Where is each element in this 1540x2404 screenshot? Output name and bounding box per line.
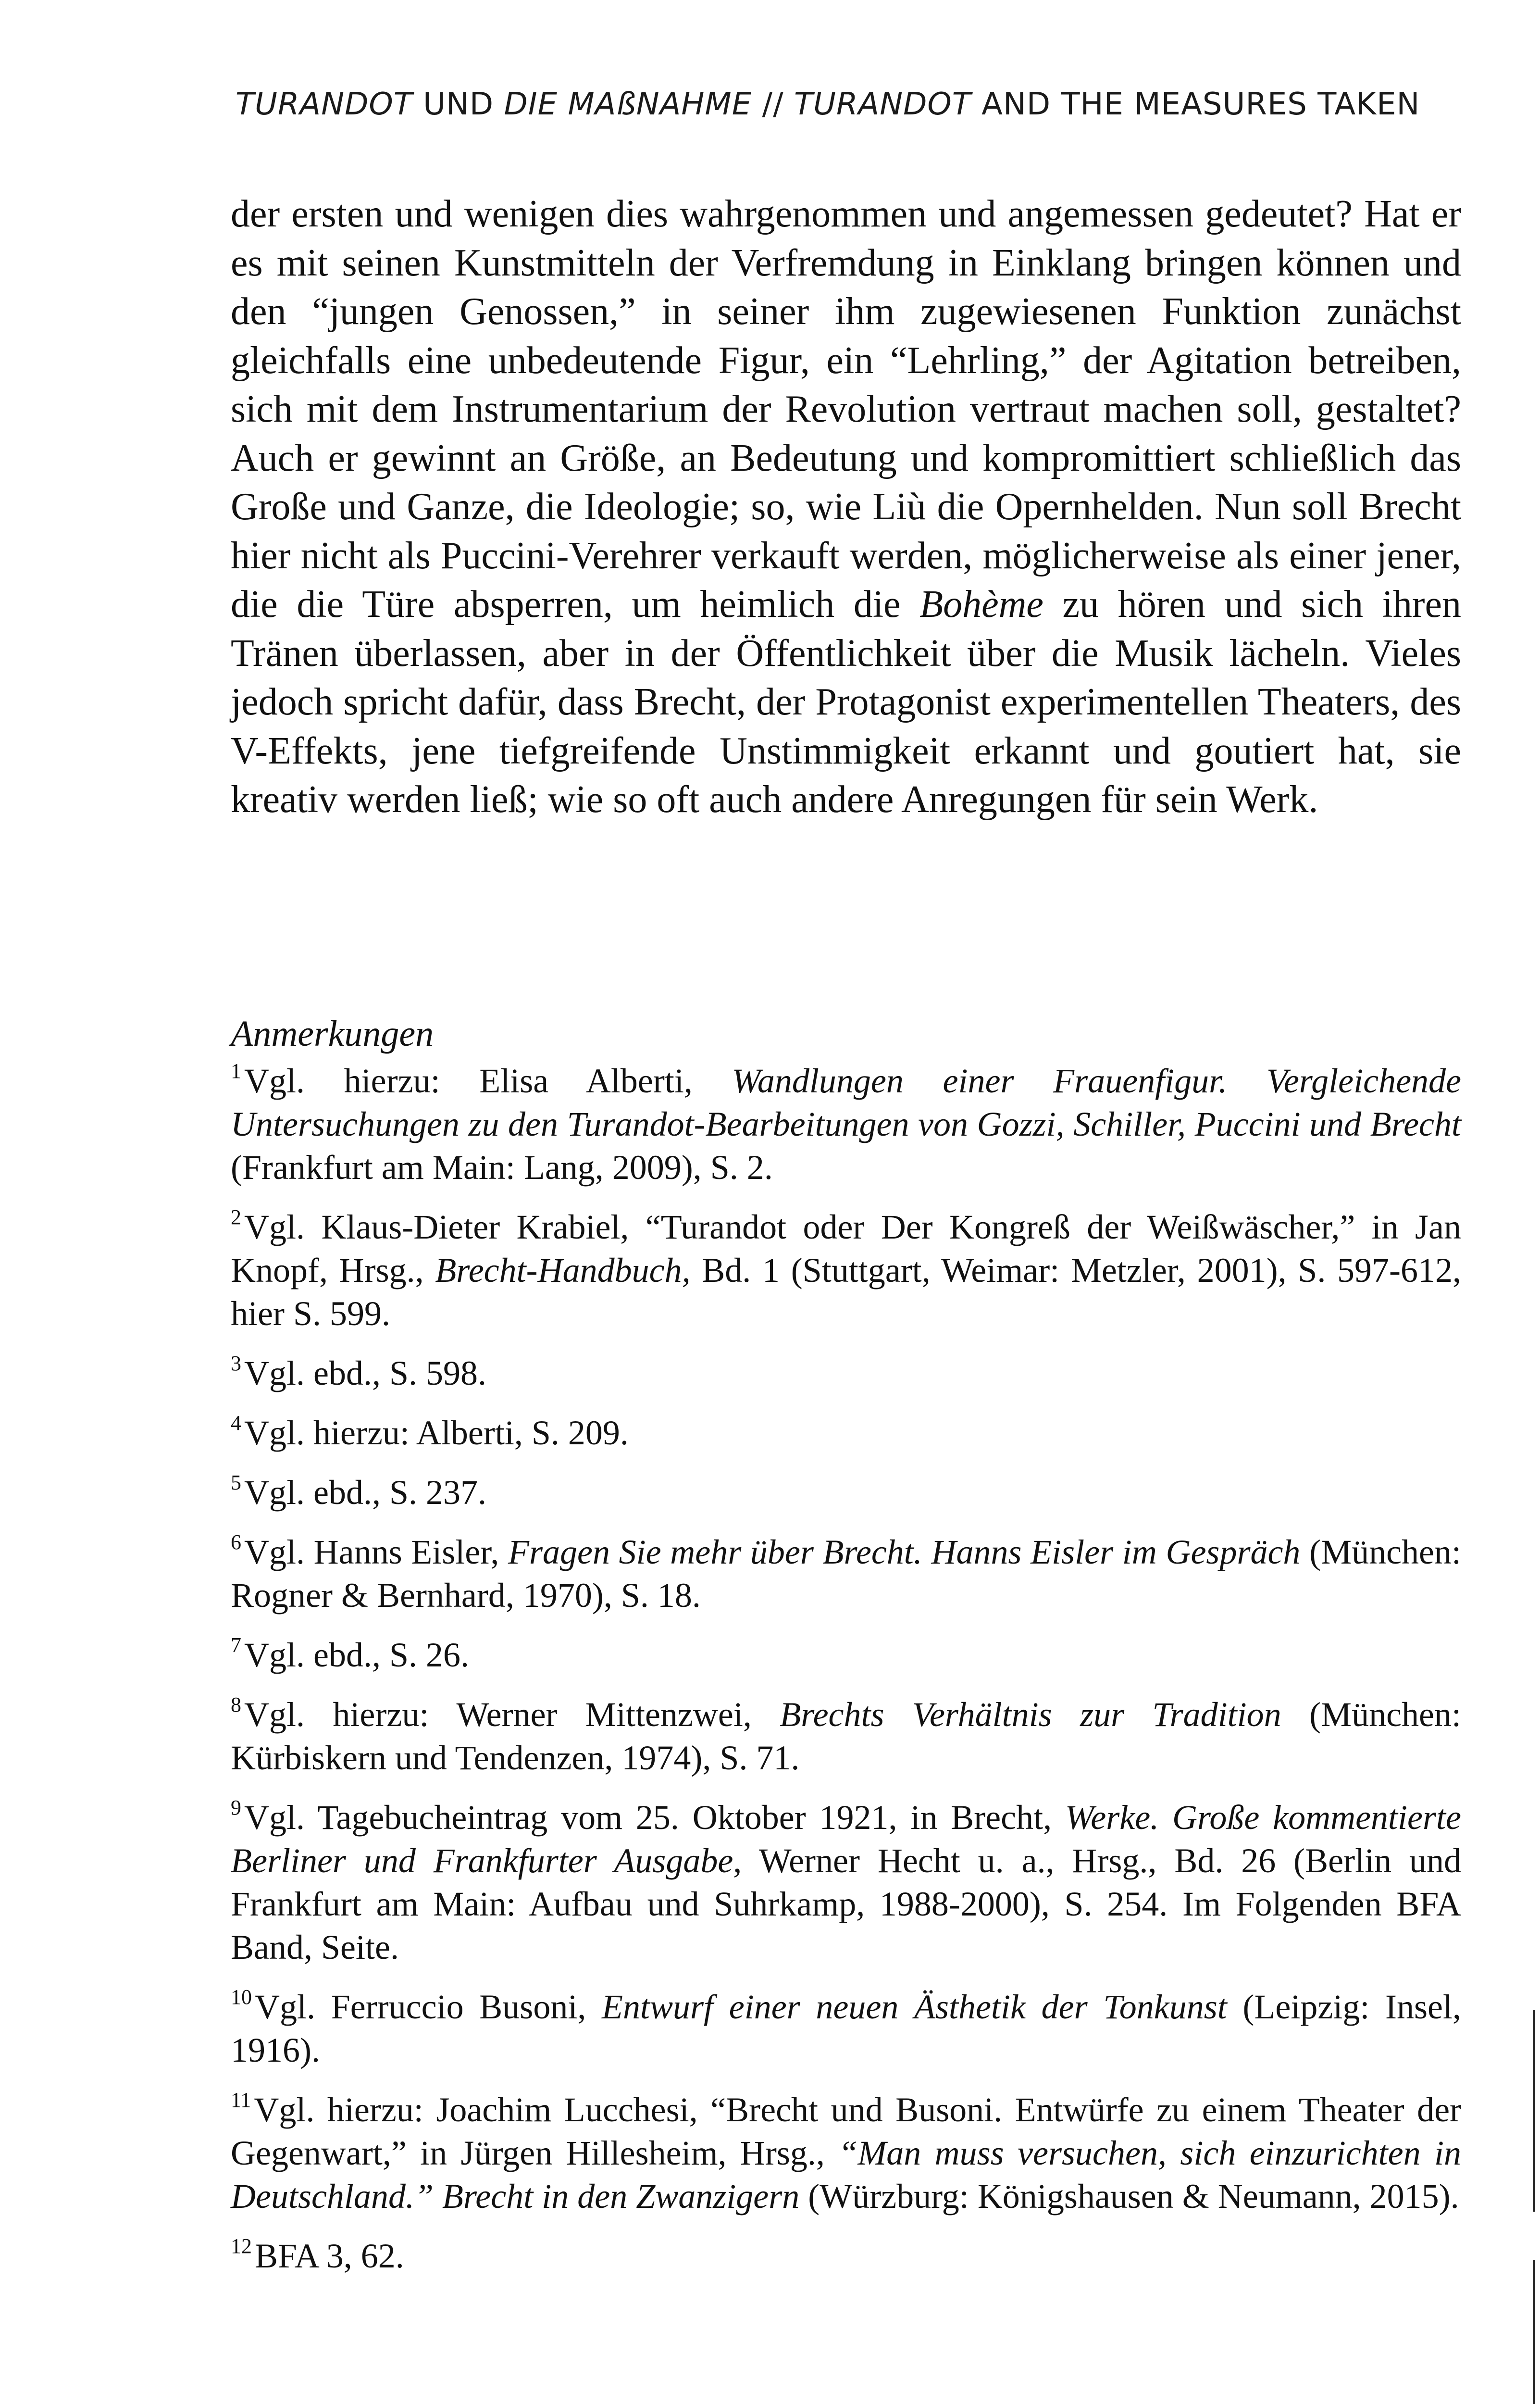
notes-title: Anmerkungen (231, 1014, 434, 1054)
note-4 (231, 1411, 1461, 1454)
note-10 (231, 1985, 1461, 2072)
note-text: Vgl. Tagebucheintrag vom 25. Oktober 1921, in Brecht, (244, 1798, 1065, 1837)
note-text-after: (Frankfurt am Main: Lang, 2009), S. 2. (231, 1148, 773, 1187)
page-edge-line (1533, 2260, 1535, 2404)
note-number: 1 (231, 1059, 241, 1083)
note-italic: Brechts Verhältnis zur Tradition (780, 1695, 1281, 1734)
note-italic: “Man muss versuchen, sich einzurichten in Deutschland.” Brecht in den Zwanzigern (231, 2134, 1461, 2216)
note-7 (231, 1633, 1461, 1677)
note-text-after: Bd. 1 (Stuttgart, Weimar: Metzler, 2001), S. 597-612, hier S. 599. (231, 1251, 1462, 1333)
note-text-after: (Leipzig: Insel, 1916). (231, 1988, 1461, 2069)
body-text-part-2: zu hören und sich ihren Tränen überlassen, aber in der Öffentlichkeit über die Musik lächeln. Vieles jedoch spricht dafür, dass Brecht, der Protagonist experimentellen Theaters, des V-Effekts, jene tiefgreifende Unstimmigkeit erkannt und goutiert hat, sie kreativ werden ließ; wie so oft auch andere Anregungen für sein Werk. (231, 583, 1461, 821)
note-italic: Entwurf einer neuen Ästhetik der Tonkunst (602, 1988, 1227, 2026)
note-text: Vgl. hierzu: Elisa Alberti, (244, 1062, 732, 1100)
header-und: UND (412, 87, 504, 122)
note-text: Vgl. ebd., S. 237. (244, 1473, 486, 1512)
note-number: 11 (231, 2088, 251, 2112)
note-number: 12 (231, 2234, 252, 2258)
note-8 (231, 1693, 1461, 1779)
note-italic: Fragen Sie mehr über Brecht. Hanns Eisler im Gespräch (508, 1533, 1301, 1571)
body-text (231, 190, 1461, 825)
header-turandot-1: TURANDOT (236, 87, 413, 122)
note-12 (231, 2234, 1461, 2278)
header-turandot-2: TURANDOT (794, 87, 971, 122)
header-separator: // (752, 87, 794, 122)
note-text: Vgl. hierzu: Werner Mittenzwei, (244, 1695, 780, 1734)
page-edge-line (1533, 2010, 1535, 2212)
note-text: BFA 3, 62. (255, 2237, 404, 2275)
note-11 (231, 2088, 1461, 2218)
note-number: 6 (231, 1530, 241, 1554)
note-text-after: (Würzburg: Königshausen & Neumann, 2015). (799, 2177, 1459, 2216)
note-2 (231, 1205, 1461, 1335)
note-6 (231, 1530, 1461, 1617)
note-text-after: , Werner Hecht u. a., Hrsg., Bd. 26 (Berlin und Frankfurt am Main: Aufbau und Suhrkamp, 1988-2000), S. 254. Im Folgenden BFA Band, Seite. (231, 1841, 1461, 1966)
note-text-after: (München: Rogner & Bernhard, 1970), S. 18. (231, 1533, 1462, 1615)
running-header (236, 87, 1466, 122)
note-number: 5 (231, 1471, 241, 1494)
body-paragraph (231, 190, 1461, 825)
note-3 (231, 1352, 1461, 1395)
note-text: Vgl. hierzu: Joachim Lucchesi, “Brecht und Busoni. Entwürfe zu einem Theater der Gegenwart,” in Jürgen Hillesheim, Hrsg., (231, 2091, 1461, 2172)
note-number: 7 (231, 1633, 241, 1657)
note-number: 4 (231, 1411, 241, 1435)
body-text-part-1: der ersten und wenigen dies wahrgenommen und angemessen gedeutet? Hat er es mit seinen Kunstmitteln der Verfremdung in Einklang bringen können und den “jungen Genossen,” in seiner ihm zugewiesenen Funktion zunächst gleichfalls eine unbedeutende Figur, ein “Lehrling,” der Agitation betreiben, sich mit dem Instrumentarium der Revolution vertraut machen soll, gestaltet? Auch er gewinnt an Größe, an Bedeutung und kompromittiert schließlich das Große und Ganze, die Ideologie; so, wie Liù die Opernhelden. Nun soll Brecht hier nicht als Puccini-Verehrer verkauft werden, möglicherweise als einer jener, die die Türe absperren, um heimlich die (231, 193, 1461, 626)
note-number: 2 (231, 1205, 241, 1229)
note-text: Vgl. Klaus-Dieter Krabiel, “Turandot oder Der Kongreß der Weißwäscher,” in Jan Knopf, Hrsg., (231, 1208, 1461, 1290)
note-number: 3 (231, 1352, 241, 1375)
note-italic: Brecht-Handbuch, (435, 1251, 691, 1290)
note-italic: Werke. Große kommentierte Berliner und Frankfurter Ausgabe (231, 1798, 1461, 1880)
note-9 (231, 1796, 1461, 1969)
note-text-after: (München: Kürbiskern und Tendenzen, 1974), S. 71. (231, 1695, 1461, 1777)
header-massnahme: DIE MAßNAHME (504, 87, 752, 122)
note-1 (231, 1059, 1461, 1189)
note-text: Vgl. Hanns Eisler, (244, 1533, 509, 1571)
endnotes-section (231, 1012, 1461, 2294)
body-italic-boheme: Bohème (919, 583, 1043, 626)
note-5 (231, 1471, 1461, 1514)
note-number: 9 (231, 1796, 241, 1819)
header-english-title: AND THE MEASURES TAKEN (971, 87, 1420, 122)
note-text: Vgl. hierzu: Alberti, S. 209. (244, 1414, 629, 1452)
note-italic: Wandlungen einer Frauenfigur. Vergleichende Untersuchungen zu den Turandot-Bearbeitungen von Gozzi, Schiller, Puccini und Brecht (231, 1062, 1461, 1143)
note-text: Vgl. ebd., S. 26. (244, 1636, 469, 1674)
note-number: 10 (231, 1985, 252, 2009)
note-text: Vgl. ebd., S. 598. (244, 1354, 486, 1392)
note-number: 8 (231, 1693, 241, 1716)
note-text: Vgl. Ferruccio Busoni, (255, 1988, 602, 2026)
